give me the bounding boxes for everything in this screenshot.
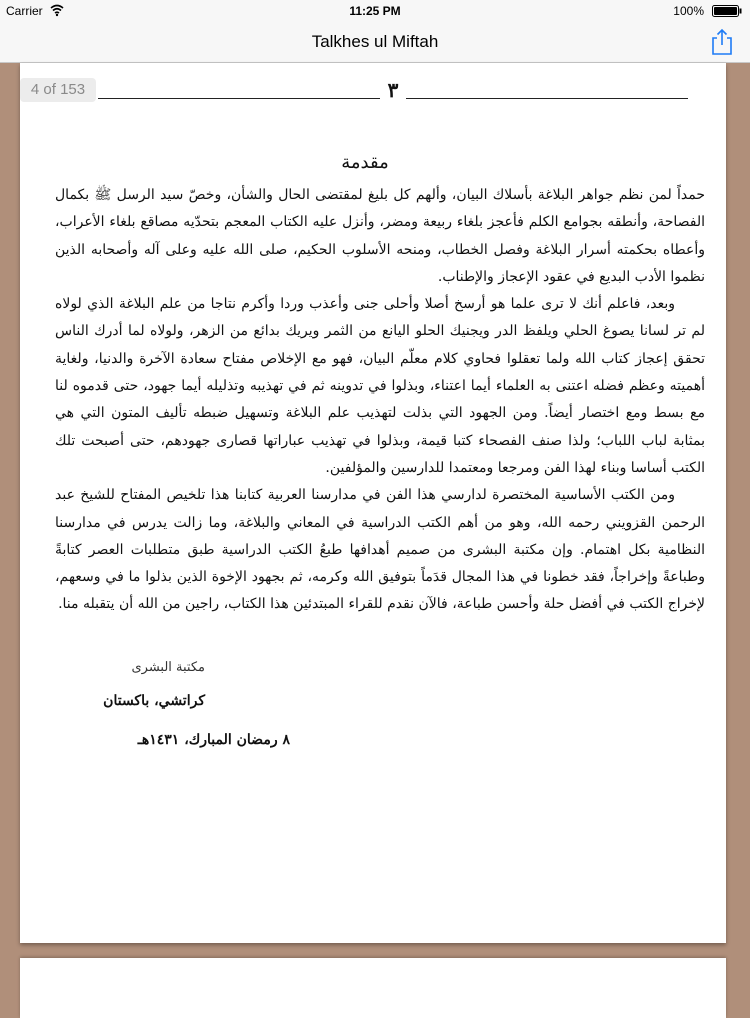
paragraph: وبعد، فاعلم أنك لا ترى علما هو أرسخ أصلا وأحلى جنى وأعذب وردا وأكرم نتاجا من علم البلاغة الذي لولاه لم تر لسانا يصوغ الحلي ويلفظ الدر ويجنيك الحلو اليانع من الثمر ويريك بدائع من الزهر، ولولاه لما أدرك الناس تحقق إعجاز كتاب الله ولما تعقلوا فحاوي كلام معلّم البيان، فهو مع الإخلاص مفتاح سعادة الآخرة والدنيا، ولغاية أهميته وعظم فضله اعتنى به العلماء أيما اعتناء، وبذلوا في تدوينه ثم في تهذيبه وتذليله أيما جهود، حتى قدموه لنا مع بسط ومع اختصار أيضاً. ومن الجهود التي بذلت لتهذيب علم البلاغة وتسهيل ضبطه تأليف المتون التي هي بمثابة لباب اللباب؛ ولذا صنف الفصحاء كتبا قيمة، وبذلوا في تهذيب عباراتها قصارى جهودهم، حتى أصبحت تلك الكتب أساسا وبناء لهذا الفن ومرجعا ومعتمدا للدارسين والمؤلفين. (55, 296, 705, 476)
clock: 11:25 PM (349, 4, 401, 18)
document-title: Talkhes ul Miftah (311, 32, 439, 51)
share-icon[interactable] (710, 28, 734, 56)
page-body (55, 182, 705, 619)
paragraph: ومن الكتب الأساسية المختصرة لدارسي هذا الفن في مدارسنا العربية كتابنا هذا تلخيص المفتاح للشيخ عبد الرحمن القزويني رحمه الله، وهو من أهم الكتب الدراسية في المعاني والبلاغة، وما زالت يدرس في مدارسنا النظامية بكل اهتمام. وإن مكتبة البشرى من صميم أهدافها طبعُ الكتب الدراسية طبق متطلبات العصر كتابةً وطباعةً وإخراجاً، فقد خطونا في هذا المجال قدَماً بتوفيق الله وكرمه، ثم بجهود الإخوة الذين بذلوا ما في وسعهم، لإخراج الكتب في أفضل حلة وأحسن طباعة، فالآن نقدم للقراء المبتدئين هذا الكتاب، راجين من الله أن يتقبله منا. (55, 487, 705, 613)
page-number: ٣ (380, 78, 407, 102)
next-page-preview[interactable] (20, 958, 726, 1018)
page-number-wrap (98, 78, 688, 102)
place-signature: كراتشي، باكستان (103, 693, 205, 709)
battery-percent: 100% (673, 4, 704, 18)
paragraph: حمداً لمن نظم جواهر البلاغة بأسلاك البيان، وألهم كل بليغ لمقتضى الحال والشأن، وخصّ سيد الرسل ﷺ بكمال الفصاحة، وأنطقه بجوامع الكلم فأعجز بلغاء ربيعة ومضر، وأنزل عليه الكتاب المعجم بتحدّيه مصاقع بلغاء الأعراب، وأعطاه بحكمته أسرار البلاغة وفصل الخطاب، ومنحه الأسلوب الحكيم، صلى الله عليه وعلى آله وأصحابه الذين نظموا الأدب البديع في عقود الإعجاز والإطناب. (55, 187, 705, 285)
battery-icon (712, 5, 742, 17)
publisher-signature: مكتبة البشرى (131, 660, 205, 675)
date-signature: ٨ رمضان المبارك، ١٤٣١هـ (137, 732, 290, 748)
page-header (98, 80, 688, 100)
navigation-bar (0, 22, 750, 63)
page-counter: 4 of 153 (20, 78, 96, 102)
page-heading: مقدمة (341, 152, 389, 173)
carrier-label: Carrier (6, 4, 43, 18)
status-bar (0, 0, 750, 22)
